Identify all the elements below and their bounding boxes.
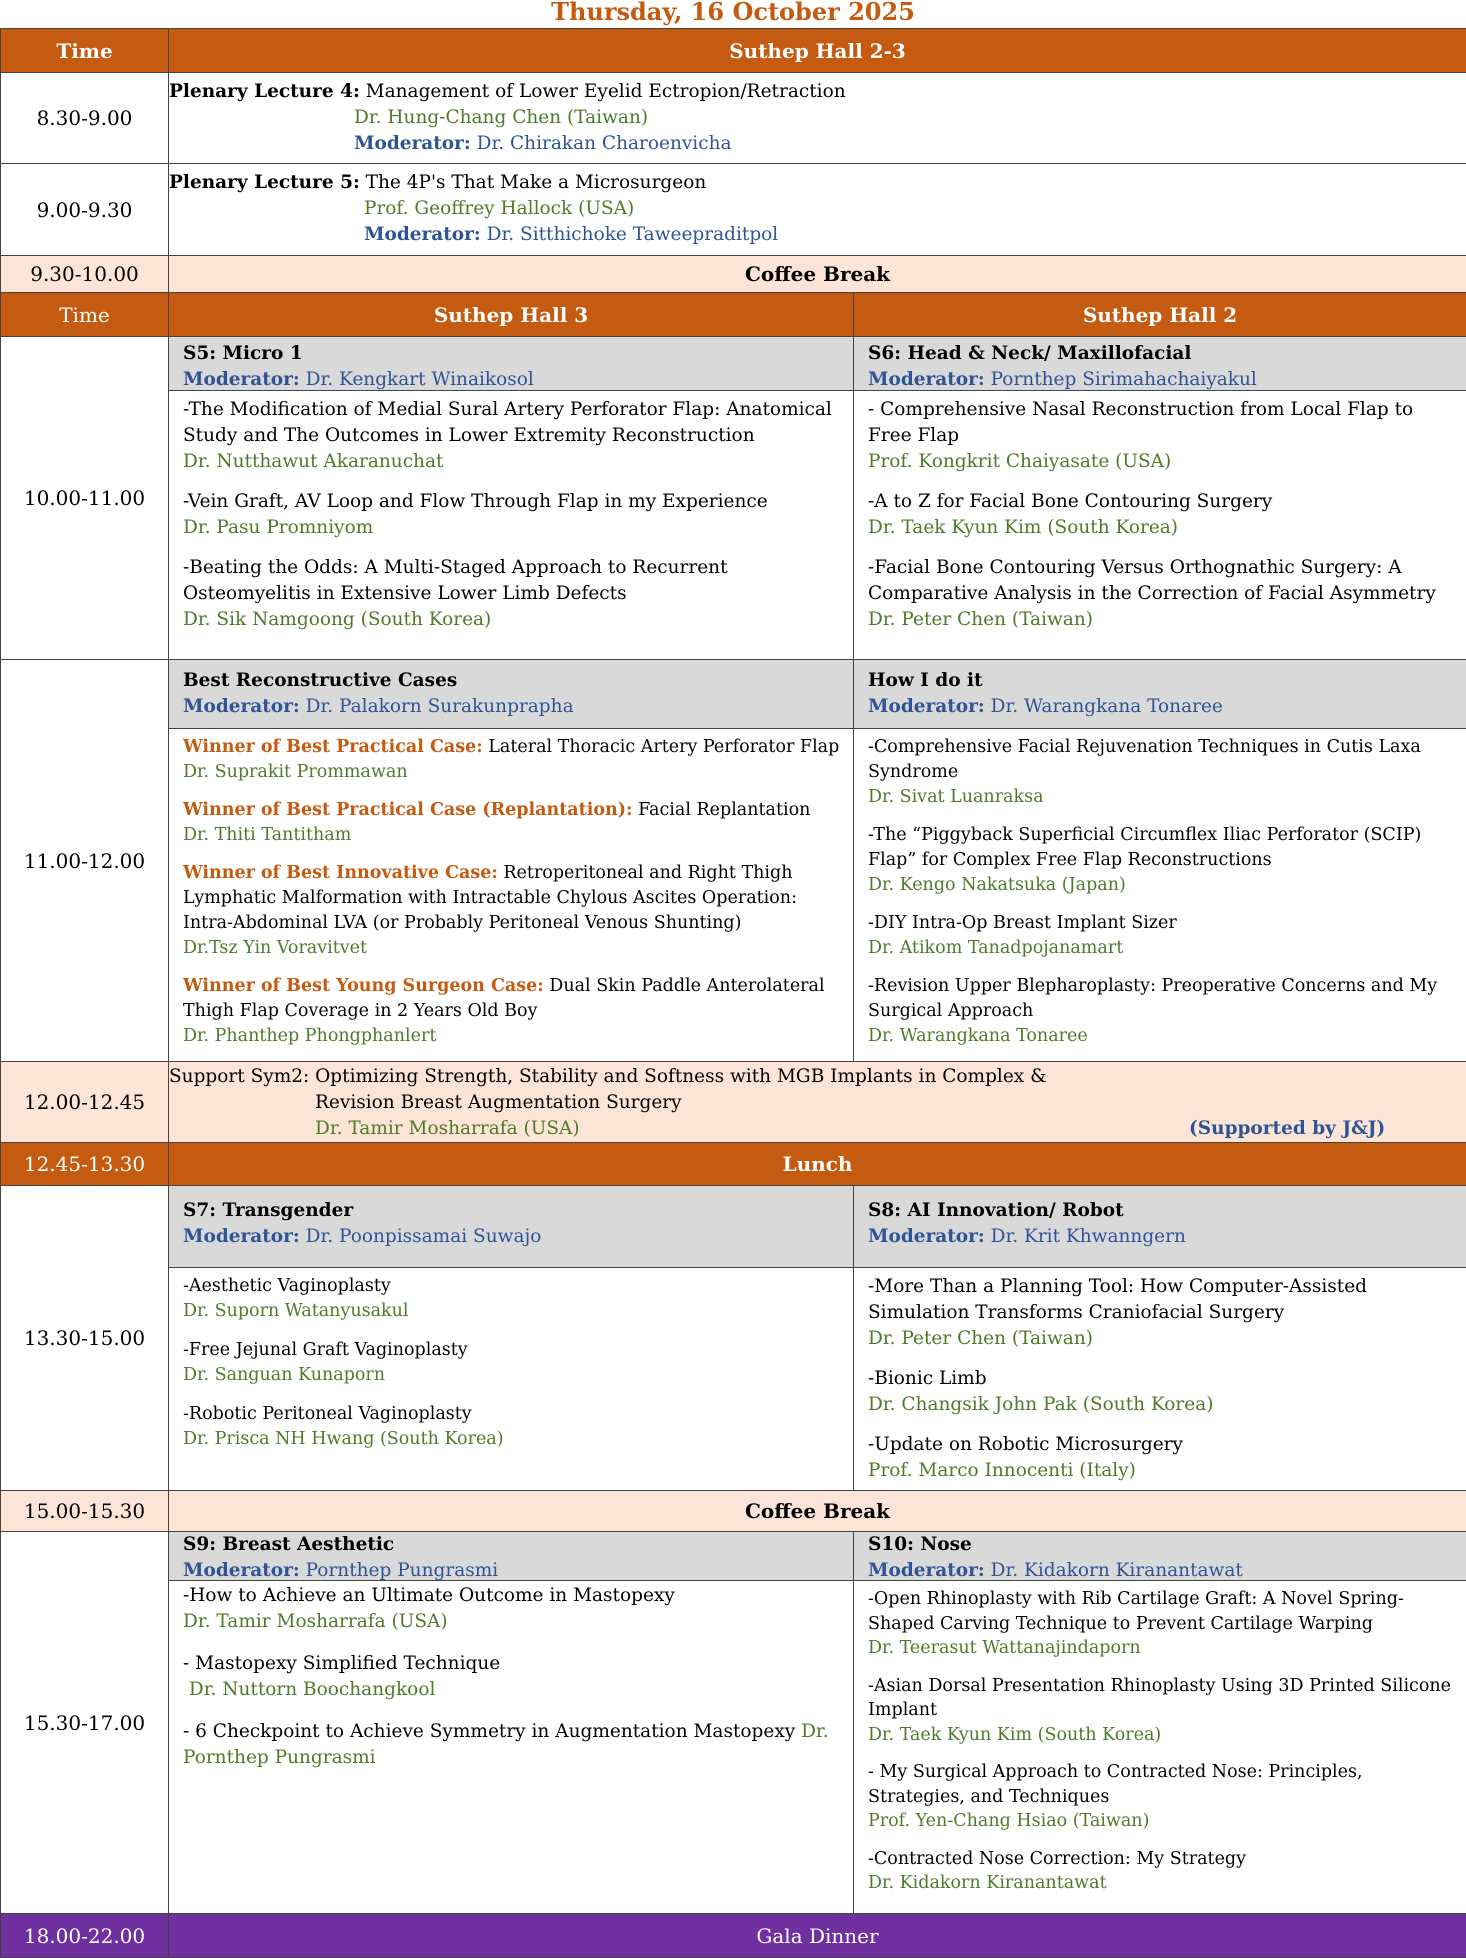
plenary-lecture-4 — [169, 73, 1466, 164]
talk-item — [183, 397, 841, 475]
talk-topic: -More Than a Planning Tool: How Computer-Assisted Simulation Transforms Craniofacial Surgery — [868, 1274, 1454, 1326]
moderator-label: Moderator: — [354, 133, 471, 154]
talk-item — [183, 1338, 841, 1388]
hall-2-header: Suthep Hall 2 — [854, 293, 1466, 337]
talk-topic: Lateral Thoracic Artery Perforator Flap — [488, 737, 839, 757]
session-header — [169, 1186, 853, 1268]
talk-item — [868, 735, 1454, 810]
gala-row — [1, 1914, 1466, 1958]
talk-item — [868, 1366, 1454, 1418]
plenary-row — [1, 164, 1466, 256]
talk-speaker: Prof. Yen-Chang Hsiao (Taiwan) — [868, 1809, 1454, 1834]
hall-header: Suthep Hall 2-3 — [169, 29, 1466, 73]
talk-list — [854, 729, 1466, 1055]
talk-topic: - Comprehensive Nasal Reconstruction from Local Flap to Free Flap — [868, 397, 1454, 449]
moderator-name: Dr. Palakorn Surakunprapha — [306, 696, 574, 717]
talk-item — [868, 1432, 1454, 1484]
support-title-cont: Revision Breast Augmentation Surgery — [169, 1090, 1466, 1116]
talk-speaker: Dr. Kidakorn Kiranantawat — [868, 1871, 1454, 1896]
time-slot: 15.00-15.30 — [1, 1491, 169, 1532]
talk-topic: -A to Z for Facial Bone Contouring Surgery — [868, 489, 1454, 515]
hall-3-header: Suthep Hall 3 — [169, 293, 854, 337]
moderator-label: Moderator: — [868, 369, 985, 390]
session-header — [854, 1186, 1466, 1268]
talk-topic: -Comprehensive Facial Rejuvenation Techniques in Cutis Laxa Syndrome — [868, 735, 1454, 785]
moderator-name: Pornthep Pungrasmi — [306, 1560, 499, 1581]
coffee-break: Coffee Break — [169, 256, 1466, 293]
break-row — [1, 1491, 1466, 1532]
talk-topic: -DIY Intra-Op Breast Implant Sizer — [868, 911, 1454, 936]
moderator-label: Moderator: — [364, 224, 481, 245]
session-header — [854, 337, 1466, 391]
session-header — [854, 660, 1466, 729]
time-slot: 12.45-13.30 — [1, 1143, 169, 1186]
talk-speaker: Dr. Peter Chen (Taiwan) — [868, 607, 1454, 633]
talk-list — [169, 391, 853, 639]
moderator-label: Moderator: — [183, 1226, 300, 1247]
talk-topic: -The Modification of Medial Sural Artery Perforator Flap: Anatomical Study and The Outcomes in Lower Extremity Reconstruction — [183, 397, 841, 449]
talk-item — [868, 911, 1454, 961]
talk-item — [183, 861, 841, 961]
talk-topic: -Open Rhinoplasty with Rib Cartilage Graft: A Novel Spring-Shaped Carving Technique to Prevent Cartilage Warping — [868, 1587, 1454, 1636]
moderator-label: Moderator: — [183, 1560, 300, 1581]
award-label: Winner of Best Practical Case (Replantation): — [183, 800, 633, 820]
session-title: S9: Breast Aesthetic — [183, 1532, 841, 1558]
talk-topic: -Contracted Nose Correction: My Strategy — [868, 1847, 1454, 1872]
talk-item — [183, 1583, 841, 1635]
talk-speaker: Dr. Sanguan Kunaporn — [183, 1363, 841, 1388]
talk-topic: -Vein Graft, AV Loop and Flow Through Flap in my Experience — [183, 489, 841, 515]
moderator-label: Moderator: — [868, 1226, 985, 1247]
talk-speaker: Dr. Suprakit Prommawan — [183, 760, 841, 785]
talk-item — [868, 1760, 1454, 1834]
talk-item — [868, 1274, 1454, 1352]
talk-speaker: Dr. Taek Kyun Kim (South Korea) — [868, 1723, 1454, 1748]
talk-topic: -Facial Bone Contouring Versus Orthognathic Surgery: A Comparative Analysis in the Correction of Facial Asymmetry — [868, 555, 1454, 607]
schedule-table — [0, 28, 1466, 1958]
session-title: S8: AI Innovation/ Robot — [868, 1198, 1454, 1224]
talk-item — [183, 489, 841, 541]
talk-topic: -Free Jejunal Graft Vaginoplasty — [183, 1338, 841, 1363]
talk-speaker: Dr. Peter Chen (Taiwan) — [868, 1326, 1454, 1352]
coffee-break: Coffee Break — [169, 1491, 1466, 1532]
award-label: Winner of Best Young Surgeon Case: — [183, 976, 544, 996]
talk-speaker: Dr. Teerasut Wattanajindaporn — [868, 1636, 1454, 1661]
time-slot: 8.30-9.00 — [1, 73, 169, 164]
moderator-label: Moderator: — [183, 369, 300, 390]
lecture-speaker: Dr. Hung-Chang Chen (Taiwan) — [169, 105, 1466, 131]
lecture-topic: Management of Lower Eyelid Ectropion/Retraction — [366, 81, 846, 102]
talk-speaker: Dr. Nutthawut Akaranuchat — [183, 449, 841, 475]
talk-item — [183, 974, 841, 1049]
talk-topic: -Bionic Limb — [868, 1366, 1454, 1392]
moderator-label: Moderator: — [868, 696, 985, 717]
talk-list — [169, 1581, 853, 1777]
talk-item — [868, 974, 1454, 1049]
session-how-i-do-it — [854, 660, 1466, 1062]
support-symposium — [169, 1062, 1466, 1143]
talk-speaker: Dr. Prisca NH Hwang (South Korea) — [183, 1427, 841, 1452]
session-s7 — [169, 1186, 854, 1491]
talk-topic: - Mastopexy Simplified Technique — [183, 1651, 841, 1677]
session-title: How I do it — [868, 668, 1454, 694]
support-speaker: Dr. Tamir Mosharrafa (USA) — [315, 1118, 580, 1139]
talk-speaker: Dr. Kengo Nakatsuka (Japan) — [868, 873, 1454, 898]
talk-speaker: Dr. Tamir Mosharrafa (USA) — [183, 1609, 841, 1635]
talk-topic: -Robotic Peritoneal Vaginoplasty — [183, 1402, 841, 1427]
moderator-name: Dr. Chirakan Charoenvicha — [477, 133, 732, 154]
lecture-speaker: Prof. Geoffrey Hallock (USA) — [169, 196, 1466, 222]
talk-item — [868, 1847, 1454, 1896]
talk-item — [183, 1274, 841, 1324]
talk-topic: - My Surgical Approach to Contracted Nose: Principles, Strategies, and Techniques — [868, 1760, 1454, 1809]
talk-speaker: Prof. Kongkrit Chaiyasate (USA) — [868, 449, 1454, 475]
session-title: S5: Micro 1 — [183, 341, 841, 367]
talk-speaker: Dr. Sivat Luanraksa — [868, 785, 1454, 810]
talk-item — [868, 1674, 1454, 1748]
talk-item — [183, 1719, 841, 1771]
moderator-name: Dr. Sitthichoke Taweepraditpol — [487, 224, 779, 245]
talk-speaker: Dr. Phanthep Phongphanlert — [183, 1024, 841, 1049]
talk-item — [868, 397, 1454, 475]
talk-list — [169, 1268, 853, 1458]
moderator-label: Moderator: — [868, 1560, 985, 1581]
session-header — [169, 337, 853, 391]
moderator-name: Dr. Poonpissamai Suwajo — [306, 1226, 542, 1247]
lecture-label: Plenary Lecture 4: — [169, 81, 360, 102]
session-title: S10: Nose — [868, 1532, 1454, 1558]
talk-list — [854, 1581, 1466, 1902]
time-slot: 11.00-12.00 — [1, 660, 169, 1062]
session-title: S7: Transgender — [183, 1198, 841, 1224]
support-row — [1, 1062, 1466, 1143]
talk-topic: Retroperitoneal and Right Thigh Lymphatic Malformation with Intractable Chylous Ascites Operation: Intra-Abdominal LVA (or Probably Peritoneal Venous Shunting) — [183, 863, 797, 933]
talk-item — [868, 489, 1454, 541]
time-slot: 9.00-9.30 — [1, 164, 169, 256]
talk-item — [868, 555, 1454, 633]
page-title: Thursday, 16 October 2025 — [0, 0, 1466, 26]
talk-speaker: Dr. Sik Namgoong (South Korea) — [183, 607, 841, 633]
talk-item — [183, 735, 841, 785]
talk-speaker: Dr. Thiti Tantitham — [183, 823, 841, 848]
talk-item — [868, 823, 1454, 898]
award-label: Winner of Best Innovative Case: — [183, 863, 498, 883]
session-s5 — [169, 337, 854, 660]
session-title: S6: Head & Neck/ Maxillofacial — [868, 341, 1454, 367]
lunch-break: Lunch — [169, 1143, 1466, 1186]
talk-topic: -Beating the Odds: A Multi-Staged Approach to Recurrent Osteomyelitis in Extensive Lower Limb Defects — [183, 555, 841, 607]
support-title: Support Sym2: Optimizing Strength, Stability and Softness with MGB Implants in Complex & — [169, 1064, 1466, 1090]
time-header: Time — [1, 293, 169, 337]
talk-topic: -Aesthetic Vaginoplasty — [183, 1274, 841, 1299]
talk-topic: Dual Skin Paddle Anterolateral Thigh Flap Coverage in 2 Years Old Boy — [183, 976, 825, 1021]
session-header — [854, 1532, 1466, 1581]
session-row — [1, 1532, 1466, 1914]
session-s9 — [169, 1532, 854, 1914]
hall-header-row — [1, 293, 1466, 337]
talk-speaker: Dr. Atikom Tanadpojanamart — [868, 936, 1454, 961]
talk-list — [854, 391, 1466, 639]
lunch-row — [1, 1143, 1466, 1186]
talk-speaker: Dr. Pornthep Pungrasmi — [183, 1721, 829, 1768]
talk-list — [169, 729, 853, 1055]
time-slot: 10.00-11.00 — [1, 337, 169, 660]
time-slot: 12.00-12.45 — [1, 1062, 169, 1143]
talk-speaker: Dr. Pasu Promniyom — [183, 515, 841, 541]
talk-topic: -Revision Upper Blepharoplasty: Preoperative Concerns and My Surgical Approach — [868, 974, 1454, 1024]
sponsor-note: (Supported by J&J) — [1189, 1116, 1385, 1142]
talk-speaker: Dr.Tsz Yin Voravitvet — [183, 936, 841, 961]
talk-speaker: Dr. Warangkana Tonaree — [868, 1024, 1454, 1049]
session-s6 — [854, 337, 1466, 660]
talk-item — [868, 1587, 1454, 1661]
talk-speaker: Dr. Taek Kyun Kim (South Korea) — [868, 515, 1454, 541]
plenary-lecture-5 — [169, 164, 1466, 256]
moderator-name: Dr. Warangkana Tonaree — [991, 696, 1223, 717]
talk-topic: -Asian Dorsal Presentation Rhinoplasty Using 3D Printed Silicone Implant — [868, 1674, 1454, 1723]
session-s10 — [854, 1532, 1466, 1914]
time-slot: 9.30-10.00 — [1, 256, 169, 293]
session-row — [1, 660, 1466, 1062]
moderator-name: Dr. Krit Khwanngern — [991, 1226, 1186, 1247]
break-row — [1, 256, 1466, 293]
talk-speaker: Prof. Marco Innocenti (Italy) — [868, 1458, 1454, 1484]
talk-speaker: Dr. Nuttorn Boochangkool — [183, 1677, 841, 1703]
session-best-cases — [169, 660, 854, 1062]
talk-speaker: Dr. Suporn Watanyusakul — [183, 1299, 841, 1324]
session-row — [1, 1186, 1466, 1491]
time-slot: 15.30-17.00 — [1, 1532, 169, 1914]
talk-item — [183, 555, 841, 633]
talk-item — [183, 1651, 841, 1703]
talk-speaker: Dr. Changsik John Pak (South Korea) — [868, 1392, 1454, 1418]
session-row — [1, 337, 1466, 660]
session-title: Best Reconstructive Cases — [183, 668, 841, 694]
talk-item — [183, 1402, 841, 1452]
plenary-row — [1, 73, 1466, 164]
moderator-name: Dr. Kidakorn Kiranantawat — [991, 1560, 1243, 1581]
time-header: Time — [1, 29, 169, 73]
talk-item — [183, 798, 841, 848]
session-s8 — [854, 1186, 1466, 1491]
lecture-topic: The 4P's That Make a Microsurgeon — [366, 172, 707, 193]
award-label: Winner of Best Practical Case: — [183, 737, 483, 757]
talk-list — [854, 1268, 1466, 1490]
talk-topic: Facial Replantation — [638, 800, 810, 820]
talk-topic: -Update on Robotic Microsurgery — [868, 1432, 1454, 1458]
talk-topic: - 6 Checkpoint to Achieve Symmetry in Augmentation Mastopexy — [183, 1721, 801, 1742]
talk-topic: -How to Achieve an Ultimate Outcome in Mastopexy — [183, 1583, 841, 1609]
moderator-label: Moderator: — [183, 696, 300, 717]
gala-dinner: Gala Dinner — [169, 1914, 1466, 1958]
header-row — [1, 29, 1466, 73]
time-slot: 18.00-22.00 — [1, 1914, 169, 1958]
moderator-name: Dr. Kengkart Winaikosol — [306, 369, 534, 390]
session-header — [169, 660, 853, 729]
talk-topic: -The “Piggyback Superficial Circumflex Iliac Perforator (SCIP) Flap” for Complex Free Flap Reconstructions — [868, 823, 1454, 873]
session-header — [169, 1532, 853, 1581]
moderator-name: Pornthep Sirimahachaiyakul — [991, 369, 1257, 390]
lecture-label: Plenary Lecture 5: — [169, 172, 360, 193]
time-slot: 13.30-15.00 — [1, 1186, 169, 1491]
